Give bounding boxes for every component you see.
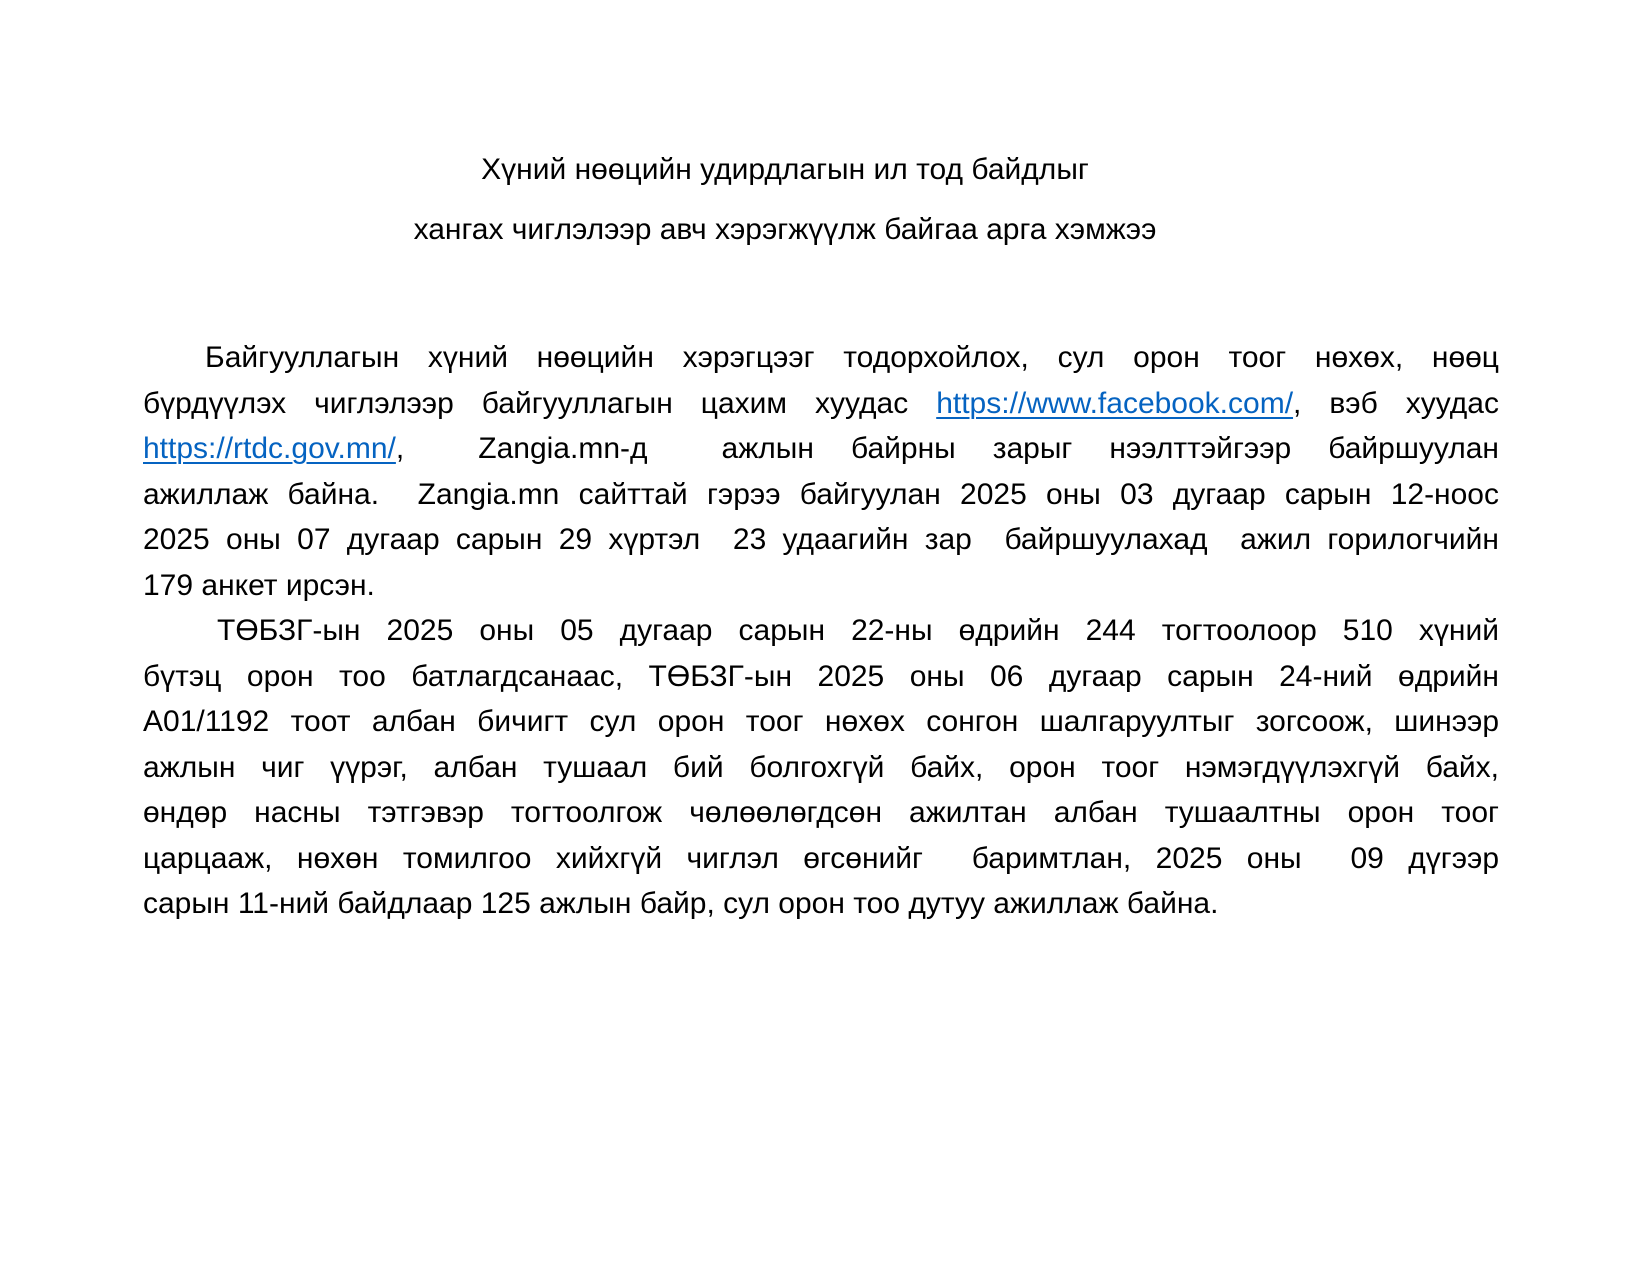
- text-segment: , Zangia.mn-д ажлын байрны зарыг нээлттэйгээр байршуулан: [395, 432, 1499, 465]
- text-line: [143, 426, 1499, 472]
- document-content: [143, 0, 1499, 927]
- text-line: өндөр насны тэтгэвэр тогтоолгож чөлөөлөгдсөн ажилтан албан тушаалтны орон тоог: [143, 796, 1499, 829]
- text-line: 2025 оны 07 дугаар сарын 29 хүртэл 23 удаагийн зар байршуулахад ажил горилогчийн: [143, 523, 1499, 556]
- rtdc-link[interactable]: https://rtdc.gov.mn/: [143, 432, 396, 465]
- document-title-line-1: Хүний нөөцийн удирдлагын ил тод байдлыг: [481, 153, 1089, 186]
- paragraph-1: [143, 335, 1499, 608]
- text-segment: бүрдүүлэх чиглэлээр байгууллагын цахим хуудас: [143, 386, 937, 420]
- text-segment: , вэб хуудас: [1293, 386, 1499, 420]
- document-title-line-2: хангах чиглэлээр авч хэрэгжүүлж байгаа арга хэмжээ: [413, 213, 1157, 246]
- text-line: ажиллаж байна. Zangia.mn сайттай гэрээ байгуулан 2025 оны 03 дугаар сарын 12-ноос: [143, 477, 1499, 511]
- text-line: А01/1192 тоот албан бичигт сул орон тоог нөхөх сонгон шалгаруултыг зогсоож, шинээр: [143, 705, 1499, 738]
- text-line: 179 анкет ирсэн.: [143, 568, 375, 602]
- facebook-link[interactable]: https://www.facebook.com/: [936, 386, 1294, 420]
- text-line: ажлын чиг үүрэг, албан тушаал бий болгохгүй байх, орон тоог нэмэгдүүлэхгүй байх,: [143, 750, 1499, 784]
- text-line: царцааж, нөхөн томилгоо хийхгүй чиглэл өгсөнийг баримтлан, 2025 оны 09 дүгээр: [143, 841, 1499, 875]
- paragraph-2: [143, 608, 1499, 927]
- document-title: [143, 140, 1499, 260]
- text-line: сарын 11-ний байдлаар 125 ажлын байр, сул орон тоо дутуу ажиллаж байна.: [143, 887, 1219, 920]
- text-line: ТӨБЗГ-ын 2025 оны 05 дугаар сарын 22-ны өдрийн 244 тогтоолоор 510 хүний: [217, 614, 1499, 647]
- text-line: Байгууллагын хүний нөөцийн хэрэгцээг тодорхойлох, сул орон тоог нөхөх, нөөц: [205, 341, 1499, 374]
- text-line: бүтэц орон тоо батлагдсанаас, ТӨБЗГ-ын 2025 оны 06 дугаар сарын 24-ний өдрийн: [143, 659, 1499, 693]
- text-line: [143, 381, 1499, 427]
